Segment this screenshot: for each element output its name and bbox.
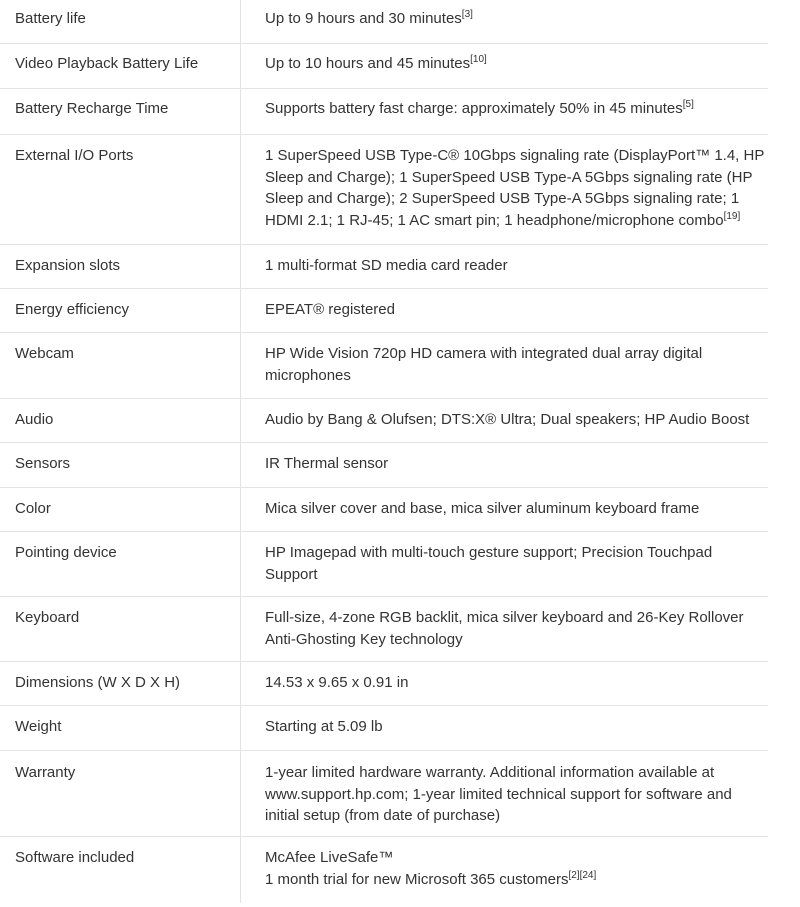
spec-label: Expansion slots [0, 245, 241, 288]
spec-row [0, 443, 768, 488]
spec-value [241, 289, 768, 332]
spec-row [0, 662, 768, 706]
spec-row [0, 89, 768, 135]
spec-value-line [265, 53, 768, 75]
spec-value-text: 14.53 x 9.65 x 0.91 in [265, 674, 409, 691]
spec-label: Pointing device [0, 532, 241, 596]
spec-value-text: Starting at 5.09 lb [265, 718, 383, 735]
spec-label: Sensors [0, 443, 241, 487]
spec-value-line [265, 542, 768, 585]
spec-value-text: Supports battery fast charge: approximately 50% in 45 minutes [265, 100, 683, 117]
spec-value-line [265, 847, 768, 869]
spec-row [0, 837, 768, 903]
spec-row [0, 488, 768, 532]
spec-value [241, 0, 768, 43]
spec-value [241, 333, 768, 398]
spec-value-text: Audio by Bang & Olufsen; DTS:X® Ultra; Dual speakers; HP Audio Boost [265, 411, 750, 428]
footnote-ref[interactable]: [19] [723, 210, 741, 222]
spec-value-line [265, 299, 768, 321]
spec-value [241, 245, 768, 288]
spec-value-line [265, 672, 768, 694]
spec-value-line [265, 453, 768, 475]
spec-row [0, 245, 768, 289]
spec-value-text: 1 month trial for new Microsoft 365 customers [265, 870, 569, 888]
spec-value-text: Up to 10 hours and 45 minutes [265, 55, 471, 72]
spec-value-line [265, 409, 768, 431]
spec-value [241, 532, 768, 596]
spec-label: Keyboard [0, 597, 241, 661]
spec-row [0, 135, 768, 245]
spec-value-text: McAfee LiveSafe™ [265, 849, 394, 866]
spec-value-text: 1-year limited hardware warranty. Additional information available at www.support.hp.com; 1-year limited technical support for software and initial setup (from date of purchase) [265, 764, 732, 824]
spec-value [241, 706, 768, 750]
spec-label: Color [0, 488, 241, 531]
spec-value-line [265, 716, 768, 738]
spec-value [241, 44, 768, 88]
spec-value-text: 1 SuperSpeed USB Type-C® 10Gbps signaling rate (DisplayPort™ 1.4, HP Sleep and Charge); 1 SuperSpeed USB Type-A 5Gbps signaling rate (HP Sleep and Charge); 2 SuperSpeed USB Type-A 5Gbps signaling rate; 1 HDMI 2.1; 1 RJ-45; 1 AC smart pin; 1 headphone/microphone combo [265, 147, 765, 229]
spec-value-line [265, 255, 768, 277]
spec-value [241, 399, 768, 442]
spec-value-line [265, 343, 768, 386]
spec-row [0, 333, 768, 399]
spec-label: Battery Recharge Time [0, 89, 241, 134]
footnote-ref[interactable]: [2][24] [568, 869, 597, 881]
spec-value-text: HP Imagepad with multi-touch gesture support; Precision Touchpad Support [265, 544, 713, 583]
spec-label: Video Playback Battery Life [0, 44, 241, 88]
spec-row [0, 751, 768, 837]
spec-value-text: 1 multi-format SD media card reader [265, 257, 508, 274]
spec-value [241, 135, 768, 244]
spec-label: Energy efficiency [0, 289, 241, 332]
spec-value [241, 837, 768, 903]
footnote-ref[interactable]: [5] [682, 99, 694, 110]
spec-row [0, 0, 768, 44]
spec-value-text: EPEAT® registered [265, 301, 395, 318]
spec-value-line [265, 8, 768, 30]
spec-value [241, 751, 768, 836]
spec-label: Webcam [0, 333, 241, 398]
footnote-ref[interactable]: [3] [461, 9, 473, 20]
spec-row [0, 597, 768, 662]
spec-value-text: Full-size, 4-zone RGB backlit, mica silver keyboard and 26-Key Rollover Anti-Ghosting Key technology [265, 609, 744, 648]
spec-label: Audio [0, 399, 241, 442]
spec-label: Weight [0, 706, 241, 750]
spec-value-line [265, 98, 768, 120]
spec-value [241, 443, 768, 487]
spec-value-line [265, 498, 768, 520]
spec-value-line [265, 762, 768, 827]
spec-row [0, 289, 768, 333]
spec-value-line [265, 145, 768, 231]
spec-label: Dimensions (W X D X H) [0, 662, 241, 705]
spec-label: External I/O Ports [0, 135, 241, 244]
spec-row [0, 532, 768, 597]
spec-value [241, 488, 768, 531]
spec-label: Software included [0, 837, 241, 903]
spec-value-line [265, 869, 768, 891]
spec-value [241, 597, 768, 661]
spec-label: Battery life [0, 0, 241, 43]
spec-value [241, 89, 768, 134]
spec-label: Warranty [0, 751, 241, 836]
spec-value-text: Up to 9 hours and 30 minutes [265, 10, 462, 27]
spec-value-text: IR Thermal sensor [265, 455, 389, 472]
spec-row [0, 399, 768, 443]
spec-row [0, 44, 768, 89]
footnote-ref[interactable]: [10] [470, 54, 487, 65]
spec-row [0, 706, 768, 751]
spec-value-text: Mica silver cover and base, mica silver aluminum keyboard frame [265, 500, 700, 517]
spec-value [241, 662, 768, 705]
spec-value-text: HP Wide Vision 720p HD camera with integrated dual array digital microphones [265, 345, 703, 384]
spec-value-line [265, 607, 768, 650]
